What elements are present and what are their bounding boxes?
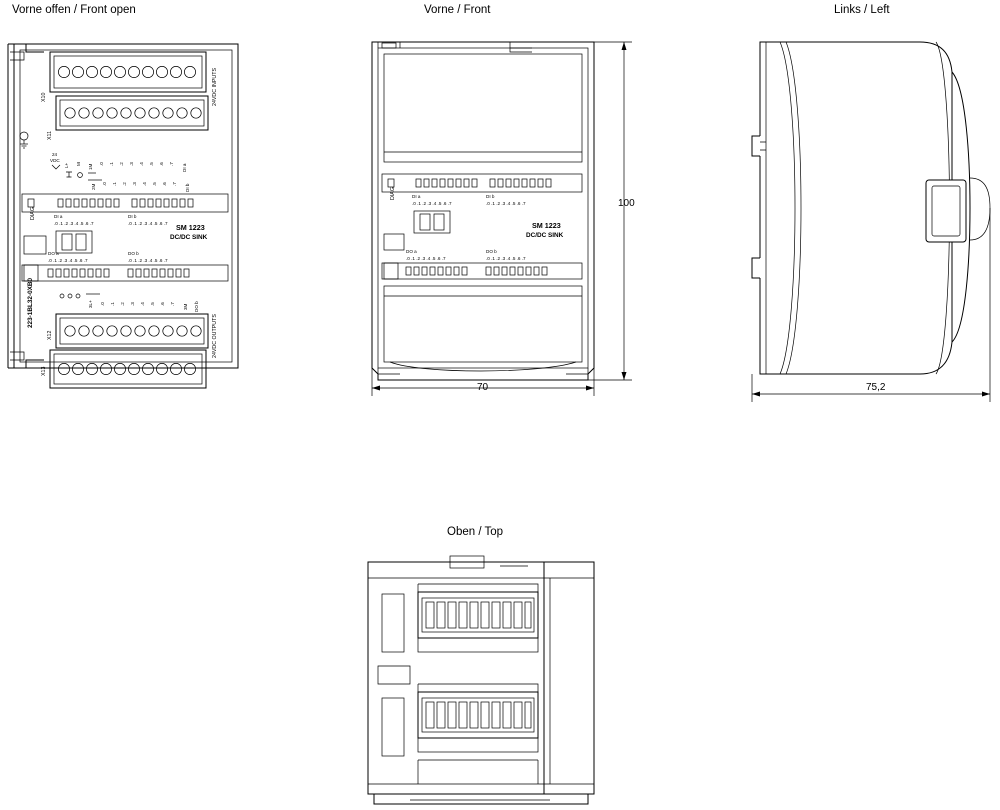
svg-text:3M: 3M bbox=[183, 303, 188, 310]
label-vdc: VDC bbox=[50, 158, 60, 163]
view-top bbox=[350, 548, 650, 810]
label-do-b: DO b bbox=[128, 251, 139, 256]
front-module-type-line1: SM 1223 bbox=[532, 221, 561, 230]
dimension-value-depth: 75,2 bbox=[866, 382, 886, 393]
label-supply-outputs: 24VDC OUTPUTS bbox=[212, 314, 218, 358]
svg-text:.4: .4 bbox=[139, 162, 144, 166]
left-drawing bbox=[740, 28, 1000, 398]
svg-text:.0: .0 bbox=[100, 302, 105, 306]
svg-text:.3: .3 bbox=[129, 162, 134, 166]
svg-text:.5: .5 bbox=[150, 302, 155, 306]
front-led-strip-inputs bbox=[382, 174, 582, 206]
svg-text:.0 .1 .2 .3 .4 .5 .6 .7: .0 .1 .2 .3 .4 .5 .6 .7 bbox=[406, 256, 446, 261]
svg-text:.1: .1 bbox=[109, 162, 114, 166]
order-number: 223-1BL32-0XB0 bbox=[27, 277, 34, 328]
terminal-legend-row1 bbox=[64, 162, 187, 172]
front-module-type-line2: DC/DC SINK bbox=[526, 232, 564, 239]
front-led-strip-outputs bbox=[382, 249, 582, 279]
label-x12: X12 bbox=[47, 330, 53, 340]
led-strip-inputs bbox=[22, 194, 228, 226]
svg-text:.1: .1 bbox=[110, 302, 115, 306]
svg-text:.7: .7 bbox=[170, 302, 175, 306]
svg-text:DI b: DI b bbox=[486, 194, 495, 199]
svg-text:.7: .7 bbox=[172, 182, 177, 186]
svg-text:DI a: DI a bbox=[412, 194, 421, 199]
svg-text:.0 .1 .2 .3 .4 .5 .6 .7: .0 .1 .2 .3 .4 .5 .6 .7 bbox=[486, 256, 526, 261]
svg-text:L+: L+ bbox=[64, 162, 69, 168]
dimension-value-width: 70 bbox=[477, 382, 489, 393]
svg-text:.0: .0 bbox=[102, 182, 107, 186]
view-left bbox=[740, 28, 1000, 398]
label-x10: X10 bbox=[41, 92, 47, 102]
svg-text:.1: .1 bbox=[112, 182, 117, 186]
dimension-value-height: 100 bbox=[618, 198, 635, 209]
svg-text:.2: .2 bbox=[120, 302, 125, 306]
svg-text:.4: .4 bbox=[140, 302, 145, 306]
label-supply-inputs: 24VDC INPUTS bbox=[212, 68, 218, 106]
svg-text:DIAG: DIAG bbox=[390, 187, 396, 200]
terminal-legend-row3 bbox=[60, 294, 199, 312]
label-24: 24 bbox=[52, 152, 58, 157]
svg-text:.2: .2 bbox=[119, 162, 124, 166]
view-title-left: Links / Left bbox=[834, 4, 890, 16]
terminal-icons bbox=[66, 172, 96, 177]
label-x13: X13 bbox=[41, 366, 47, 376]
svg-text:.0 .1 .2 .3 .4 .5 .6 .7: .0 .1 .2 .3 .4 .5 .6 .7 bbox=[412, 201, 452, 206]
top-terminal-block-upper bbox=[418, 584, 538, 652]
svg-text:.3: .3 bbox=[132, 182, 137, 186]
top-terminal-block-lower bbox=[418, 684, 538, 752]
svg-text:DI b: DI b bbox=[185, 183, 190, 192]
label-x11: X11 bbox=[47, 130, 53, 140]
svg-text:DO b: DO b bbox=[194, 301, 199, 312]
view-front bbox=[360, 28, 640, 398]
svg-text:.3: .3 bbox=[130, 302, 135, 306]
svg-text:.5: .5 bbox=[149, 162, 154, 166]
svg-text:DO a: DO a bbox=[406, 249, 417, 254]
front-open-drawing bbox=[0, 28, 270, 378]
module-type-line1: SM 1223 bbox=[176, 223, 205, 232]
svg-text:3L+: 3L+ bbox=[88, 300, 93, 308]
svg-text:.7: .7 bbox=[169, 162, 174, 166]
svg-text:.0 .1 .2 .3 .4 .5 .6 .7: .0 .1 .2 .3 .4 .5 .6 .7 bbox=[48, 258, 88, 263]
svg-text:.0 .1 .2 .3 .4 .5 .6 .7: .0 .1 .2 .3 .4 .5 .6 .7 bbox=[128, 221, 168, 226]
svg-text:.0: .0 bbox=[99, 162, 104, 166]
svg-text:.5: .5 bbox=[152, 182, 157, 186]
label-di-b: DI b bbox=[128, 214, 137, 219]
svg-text:.6: .6 bbox=[160, 302, 165, 306]
view-title-front-open: Vorne offen / Front open bbox=[12, 4, 136, 16]
view-title-top: Oben / Top bbox=[447, 526, 504, 538]
svg-text:.0 .1 .2 .3 .4 .5 .6 .7: .0 .1 .2 .3 .4 .5 .6 .7 bbox=[128, 258, 168, 263]
terminal-legend-row2 bbox=[91, 182, 190, 192]
top-drawing bbox=[350, 548, 650, 810]
front-bus-connector bbox=[384, 211, 450, 250]
view-title-front: Vorne / Front bbox=[424, 4, 491, 16]
dimension-height bbox=[588, 42, 632, 380]
led-strip-outputs bbox=[22, 251, 228, 281]
svg-text:.6: .6 bbox=[159, 162, 164, 166]
front-drawing bbox=[360, 28, 640, 398]
svg-text:.0 .1 .2 .3 .4 .5 .6 .7: .0 .1 .2 .3 .4 .5 .6 .7 bbox=[54, 221, 94, 226]
svg-text:DO b: DO b bbox=[486, 249, 497, 254]
module-type-line2: DC/DC SINK bbox=[170, 234, 208, 241]
svg-text:2M: 2M bbox=[91, 183, 96, 190]
view-front-open bbox=[0, 28, 270, 378]
svg-text:M: M bbox=[76, 162, 81, 166]
svg-text:.6: .6 bbox=[162, 182, 167, 186]
svg-text:.2: .2 bbox=[122, 182, 127, 186]
svg-text:.4: .4 bbox=[142, 182, 147, 186]
label-do-a: DO a bbox=[48, 251, 59, 256]
svg-text:1M: 1M bbox=[88, 163, 93, 170]
ground-symbol bbox=[20, 132, 28, 148]
label-di-a: DI a bbox=[54, 214, 63, 219]
label-diag: DIAG bbox=[30, 207, 36, 220]
svg-text:.0 .1 .2 .3 .4 .5 .6 .7: .0 .1 .2 .3 .4 .5 .6 .7 bbox=[486, 201, 526, 206]
svg-text:DI a: DI a bbox=[182, 163, 187, 172]
